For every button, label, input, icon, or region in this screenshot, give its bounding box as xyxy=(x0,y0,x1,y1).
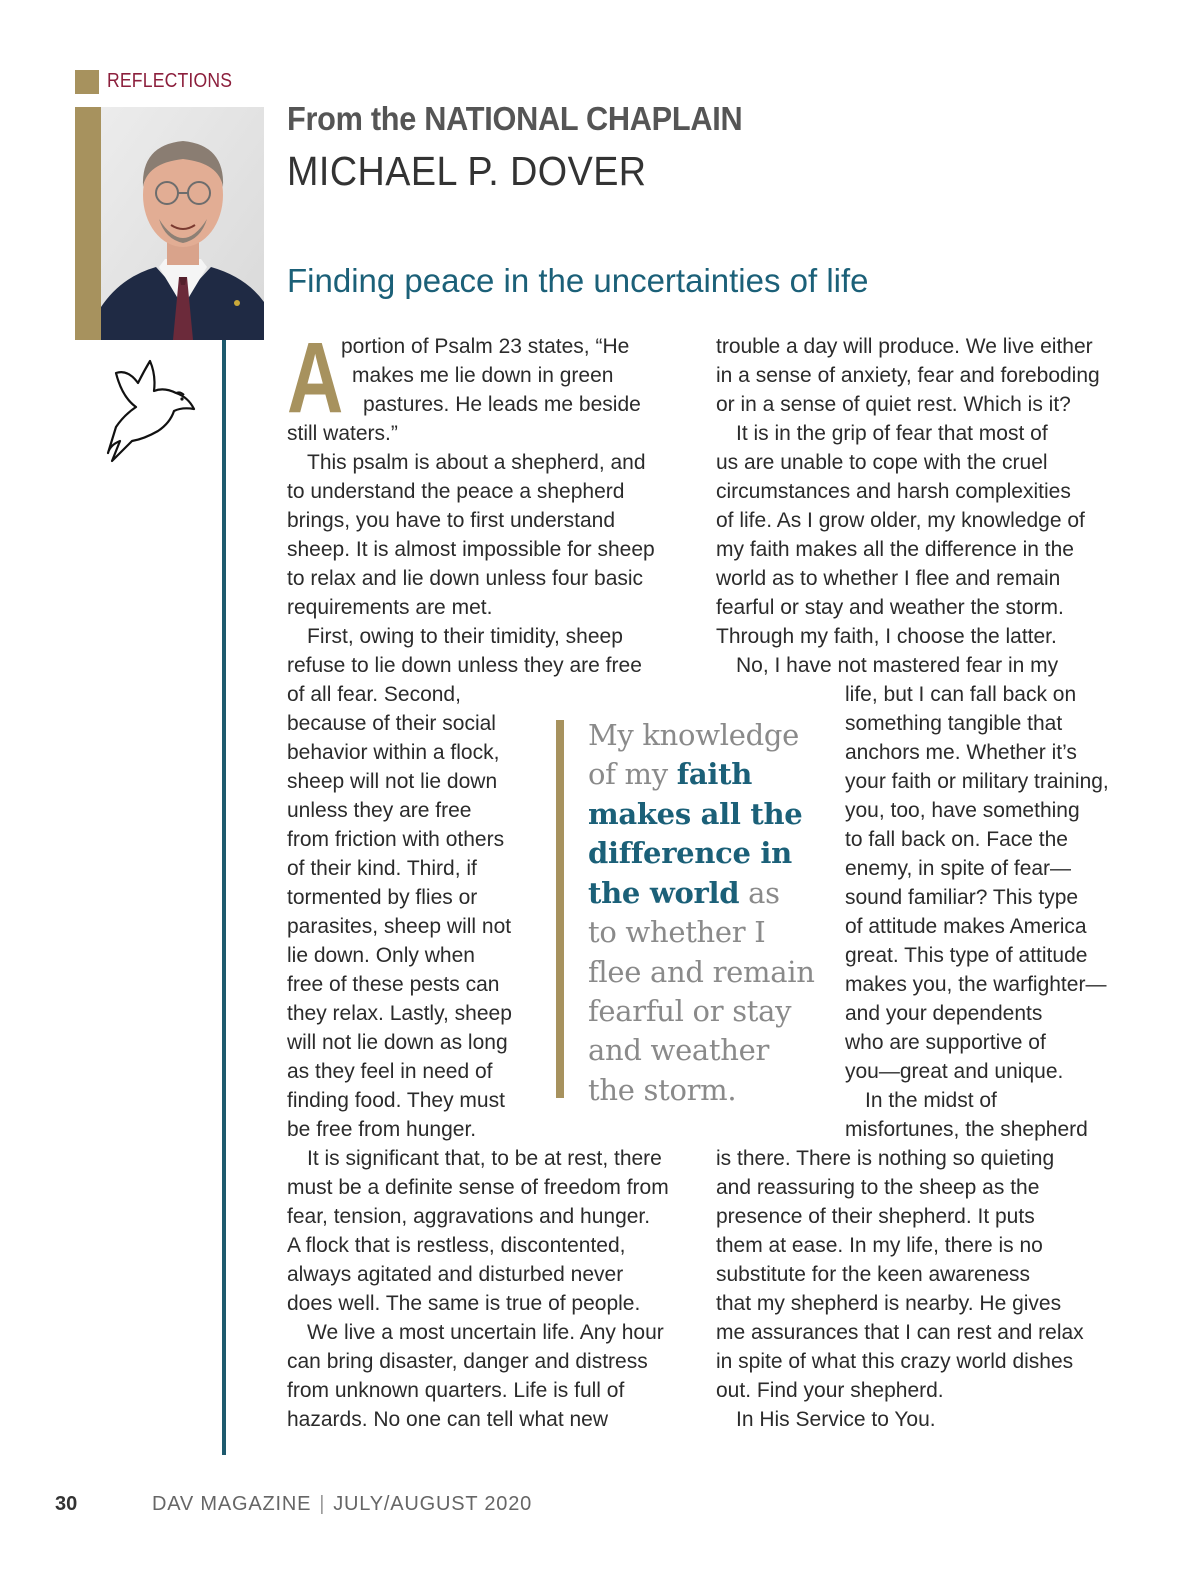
body-line: fearful or stay and weather the storm. xyxy=(716,596,1064,619)
body-line: from friction with others xyxy=(287,828,505,851)
section-label: REFLECTIONS xyxy=(107,70,233,92)
photo-accent-bar xyxy=(75,107,101,340)
body-line: makes you, the warfighter— xyxy=(845,973,1107,996)
issue-date: JULY/AUGUST 2020 xyxy=(333,1493,533,1515)
pull-quote-line: the storm. xyxy=(588,1073,737,1107)
portrait-photo xyxy=(101,107,264,340)
body-line: fear, tension, aggravations and hunger. xyxy=(287,1205,651,1228)
body-line: of attitude makes America xyxy=(845,915,1087,938)
body-line: who are supportive of xyxy=(845,1031,1046,1054)
author-name: MICHAEL P. DOVER xyxy=(287,148,647,194)
body-line: to relax and lie down unless four basic xyxy=(287,567,644,590)
body-line: great. This type of attitude xyxy=(845,944,1088,967)
body-line: that my shepherd is nearby. He gives xyxy=(716,1292,1062,1315)
body-line: be free from hunger. xyxy=(287,1118,477,1141)
body-line: In the midst of xyxy=(865,1089,997,1112)
body-line: brings, you have to first understand xyxy=(287,509,616,532)
body-line: of all fear. Second, xyxy=(287,683,461,706)
body-line: us are unable to cope with the cruel xyxy=(716,451,1048,474)
pull-quote-bar xyxy=(556,720,564,1098)
drop-cap: A xyxy=(287,322,344,434)
body-line: my faith makes all the difference in the xyxy=(716,538,1074,561)
body-line: out. Find your shepherd. xyxy=(716,1379,944,1402)
section-marker xyxy=(75,70,99,94)
page-number: 30 xyxy=(55,1493,78,1515)
body-line: We live a most uncertain life. Any hour xyxy=(307,1321,664,1344)
body-line: in a sense of anxiety, fear and foreboding xyxy=(716,364,1100,387)
body-line: misfortunes, the shepherd xyxy=(845,1118,1088,1141)
body-line: lie down. Only when xyxy=(287,944,475,967)
body-line: free of these pests can xyxy=(287,973,500,996)
body-line: presence of their shepherd. It puts xyxy=(716,1205,1035,1228)
body-line: does well. The same is true of people. xyxy=(287,1292,641,1315)
body-line: substitute for the keen awareness xyxy=(716,1263,1031,1286)
magazine-name: DAV MAGAZINE xyxy=(152,1493,312,1515)
body-line: is there. There is nothing so quieting xyxy=(716,1147,1055,1170)
pull-quote-line: makes all the xyxy=(588,797,803,831)
body-line: life, but I can fall back on xyxy=(845,683,1077,706)
body-line: of their kind. Third, if xyxy=(287,857,477,880)
body-line: world as to whether I flee and remain xyxy=(716,567,1061,590)
body-line: as they feel in need of xyxy=(287,1060,493,1083)
body-line: This psalm is about a shepherd, and xyxy=(307,451,646,474)
pull-quote-line: and weather xyxy=(588,1033,770,1067)
body-line: makes me lie down in green xyxy=(352,364,614,387)
body-line: will not lie down as long xyxy=(287,1031,508,1054)
article-headline: Finding peace in the uncertainties of life xyxy=(287,262,869,299)
body-line: of life. As I grow older, my knowledge of xyxy=(716,509,1085,532)
body-line: must be a definite sense of freedom from xyxy=(287,1176,669,1199)
body-line: or in a sense of quiet rest. Which is it? xyxy=(716,393,1071,416)
kicker-title: From the NATIONAL CHAPLAIN xyxy=(287,100,743,137)
body-line: circumstances and harsh complexities xyxy=(716,480,1071,503)
vertical-rule xyxy=(222,340,226,1455)
body-line: anchors me. Whether it’s xyxy=(845,741,1077,764)
body-line: because of their social xyxy=(287,712,496,735)
body-line: pastures. He leads me beside xyxy=(363,393,641,416)
body-line: No, I have not mastered fear in my xyxy=(736,654,1059,677)
body-line: enemy, in spite of fear— xyxy=(845,857,1072,880)
body-line: It is in the grip of fear that most of xyxy=(736,422,1048,445)
body-line: still waters.” xyxy=(287,422,398,445)
body-line: you—great and unique. xyxy=(845,1060,1064,1083)
body-line: Through my faith, I choose the latter. xyxy=(716,625,1057,648)
body-line: refuse to lie down unless they are free xyxy=(287,654,642,677)
body-line: to fall back on. Face the xyxy=(845,828,1068,851)
body-line: your faith or military training, xyxy=(845,770,1109,793)
body-line: can bring disaster, danger and distress xyxy=(287,1350,648,1373)
body-line: A flock that is restless, discontented, xyxy=(287,1234,626,1257)
body-line: trouble a day will produce. We live either xyxy=(716,335,1093,358)
body-line: sheep will not lie down xyxy=(287,770,498,793)
body-line: hazards. No one can tell what new xyxy=(287,1408,609,1431)
pull-quote-line: fearful or stay xyxy=(588,994,792,1028)
body-line: First, owing to their timidity, sheep xyxy=(307,625,623,648)
body-line: in spite of what this crazy world dishes xyxy=(716,1350,1074,1373)
body-line: and your dependents xyxy=(845,1002,1043,1025)
body-line: from unknown quarters. Life is full of xyxy=(287,1379,625,1402)
body-line: to understand the peace a shepherd xyxy=(287,480,625,503)
body-line: finding food. They must xyxy=(287,1089,505,1112)
body-line: sheep. It is almost impossible for sheep xyxy=(287,538,655,561)
footer-publication xyxy=(152,1493,532,1516)
body-line: something tangible that xyxy=(845,712,1063,735)
dove-icon xyxy=(104,357,200,472)
pull-quote-line: of my faith xyxy=(588,757,752,791)
body-line: portion of Psalm 23 states, “He xyxy=(341,335,630,358)
footer-separator: | xyxy=(319,1493,326,1515)
body-line: they relax. Lastly, sheep xyxy=(287,1002,512,1025)
body-line: It is significant that, to be at rest, there xyxy=(307,1147,662,1170)
pull-quote-line: My knowledge xyxy=(588,718,799,752)
body-line: sound familiar? This type xyxy=(845,886,1079,909)
body-line: you, too, have something xyxy=(845,799,1080,822)
body-line: them at ease. In my life, there is no xyxy=(716,1234,1043,1257)
pull-quote-line: the world as xyxy=(588,876,780,910)
body-line: tormented by flies or xyxy=(287,886,478,909)
body-line: and reassuring to the sheep as the xyxy=(716,1176,1040,1199)
body-line: behavior within a flock, xyxy=(287,741,500,764)
body-line: parasites, sheep will not xyxy=(287,915,512,938)
pull-quote-line: to whether I xyxy=(588,915,766,949)
pull-quote-line: difference in xyxy=(588,836,792,870)
body-line: requirements are met. xyxy=(287,596,493,619)
body-line: unless they are free xyxy=(287,799,472,822)
pull-quote-line: flee and remain xyxy=(588,955,815,989)
body-line: always agitated and disturbed never xyxy=(287,1263,624,1286)
body-line: In His Service to You. xyxy=(736,1408,936,1431)
body-line: me assurances that I can rest and relax xyxy=(716,1321,1084,1344)
